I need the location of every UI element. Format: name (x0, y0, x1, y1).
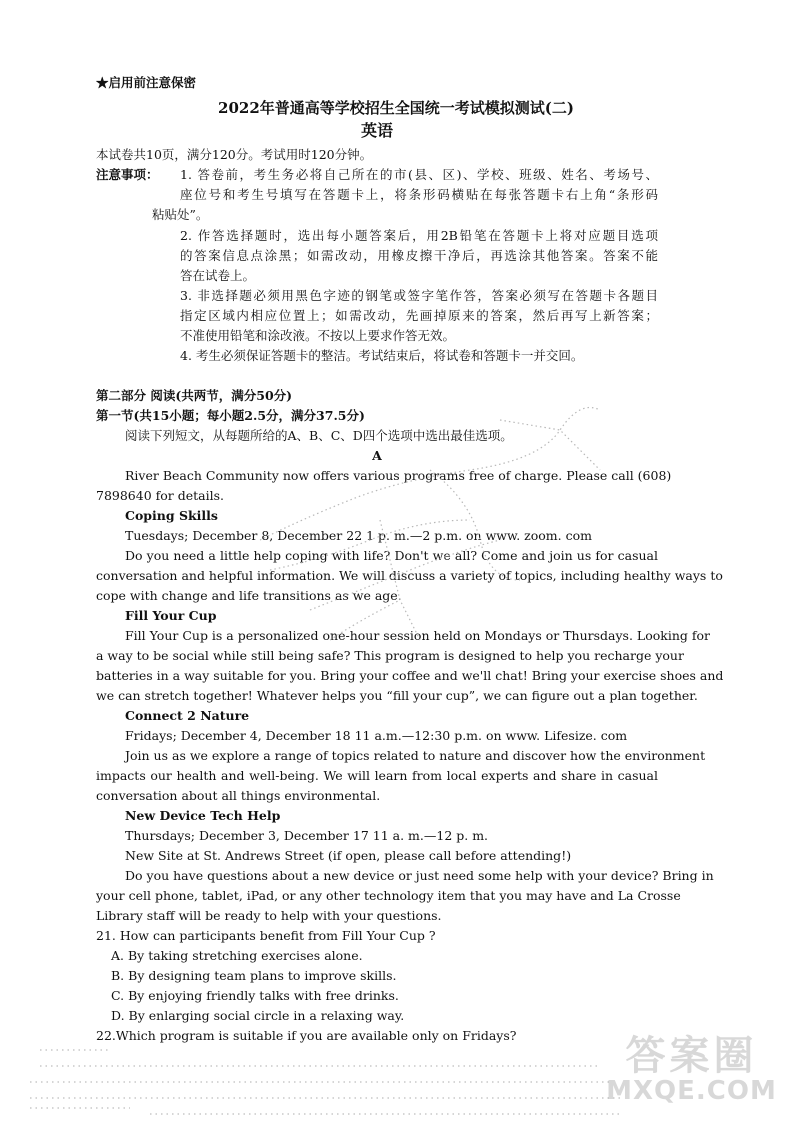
notes-line: 的答案信息点涂黑；如需改动，用橡皮擦干净后，再选涂其他答案。答案不能 (180, 248, 658, 263)
program-desc-line: your cell phone, tablet, iPad, or any other technology item that you may have and La Crosse (96, 888, 681, 903)
notes-line: 2. 作答选择题时，选出每小题答案后，用2B铅笔在答题卡上将对应题目选项 (180, 228, 658, 243)
program-desc-line: cope with change and life transitions as we age. (96, 588, 402, 603)
program-desc-line: a way to be social while still being safe? This program is designed to help you recharge your (96, 648, 684, 663)
passage-intro-line: 7898640 for details. (96, 488, 225, 503)
program-desc-line: Do you have questions about a new device or just need some help with your device? Bring in (125, 868, 714, 883)
program-desc-line: Do you need a little help coping with life? Don't we all? Come and join us for casual (125, 548, 658, 563)
part-heading: 第二部分 阅读(共两节，满分50分) (96, 388, 293, 403)
section-heading: 第一节(共15小题；每小题2.5分，满分37.5分) (96, 408, 365, 423)
program-name: Fill Your Cup (125, 608, 217, 623)
exam-info: 本试卷共10页，满分120分。考试用时120分钟。 (96, 147, 373, 162)
logo-en-text: MXQE.COM (606, 1076, 777, 1106)
program-name: Connect 2 Nature (125, 708, 250, 723)
subject-title: 英语 (360, 121, 393, 140)
notes-line: 粘贴处”。 (152, 207, 209, 222)
program-schedule: Fridays; December 4, December 18 11 a.m.—12:30 p.m. on www. Lifesize. com (125, 728, 628, 743)
notes-line: 答在试卷上。 (180, 268, 256, 283)
passage-label: A (372, 448, 382, 463)
program-desc-line: we can stretch together! Whatever helps you “fill your cup”, we can figure out a plan together. (96, 688, 698, 703)
notes-line: 4. 考生必须保证答题卡的整洁。考试结束后，将试卷和答题卡一并交回。 (180, 348, 584, 363)
notes-label: 注意事项： (96, 167, 159, 182)
program-schedule: Thursdays; December 3, December 17 11 a. m.—12 p. m. (125, 828, 489, 843)
question-option: C. By enjoying friendly talks with free drinks. (111, 988, 399, 1003)
notes-line: 1. 答卷前，考生务必将自己所在的市(县、区)、学校、班级、姓名、考场号、 (180, 167, 658, 182)
logo-cn-text: 答案圈 (625, 1033, 758, 1079)
confidential-notice: ★启用前注意保密 (96, 75, 197, 90)
section-instruction: 阅读下列短文，从每题所给的A、B、C、D四个选项中选出最佳选项。 (125, 428, 513, 443)
program-desc-line: impacts our health and well-being. We will learn from local experts and share in casual (96, 768, 658, 783)
notes-line: 指定区域内相应位置上；如需改动，先画掉原来的答案，然后再写上新答案； (180, 308, 658, 323)
program-name: Coping Skills (125, 508, 218, 523)
program-desc-line: Library staff will be ready to help with your questions. (96, 908, 442, 923)
question-stem: 22.Which program is suitable if you are available only on Fridays? (96, 1028, 517, 1043)
question-option: A. By taking stretching exercises alone. (111, 948, 363, 963)
program-desc-line: Fill Your Cup is a personalized one-hour session held on Mondays or Thursdays. Looking for (125, 628, 710, 643)
question-option: D. By enlarging social circle in a relaxing way. (111, 1008, 405, 1023)
notes-line: 不准使用铅笔和涂改液。不按以上要求作答无效。 (180, 328, 456, 343)
passage-intro-line: River Beach Community now offers various programs free of charge. Please call (608) (125, 468, 672, 483)
question-option: B. By designing team plans to improve skills. (111, 968, 397, 983)
site-logo-watermark (604, 1024, 779, 1114)
program-desc-line: conversation and helpful information. We will discuss a variety of topics, including healthy ways to (96, 568, 723, 583)
program-desc-line: batteries in a way suitable for you. Bring your coffee and we'll chat! Bring your exercise shoes and (96, 668, 724, 683)
program-schedule: Tuesdays; December 8, December 22 1 p. m.—2 p.m. on www. zoom. com (125, 528, 592, 543)
program-name: New Device Tech Help (125, 808, 281, 823)
notes-line: 3. 非选择题必须用黑色字迹的钢笔或签字笔作答，答案必须写在答题卡各题目 (180, 288, 658, 303)
question-stem: 21. How can participants benefit from Fill Your Cup ? (96, 928, 436, 943)
notes-line: 座位号和考生号填写在答题卡上，将条形码横贴在每张答题卡右上角“条形码 (180, 187, 658, 202)
program-desc-line: conversation about all things environmental. (96, 788, 381, 803)
program-desc-line: Join us as we explore a range of topics related to nature and discover how the environment (125, 748, 706, 763)
exam-title: 2022年普通高等学校招生全国统一考试模拟测试(二) (218, 99, 574, 117)
program-site: New Site at St. Andrews Street (if open, please call before attending!) (125, 848, 572, 863)
